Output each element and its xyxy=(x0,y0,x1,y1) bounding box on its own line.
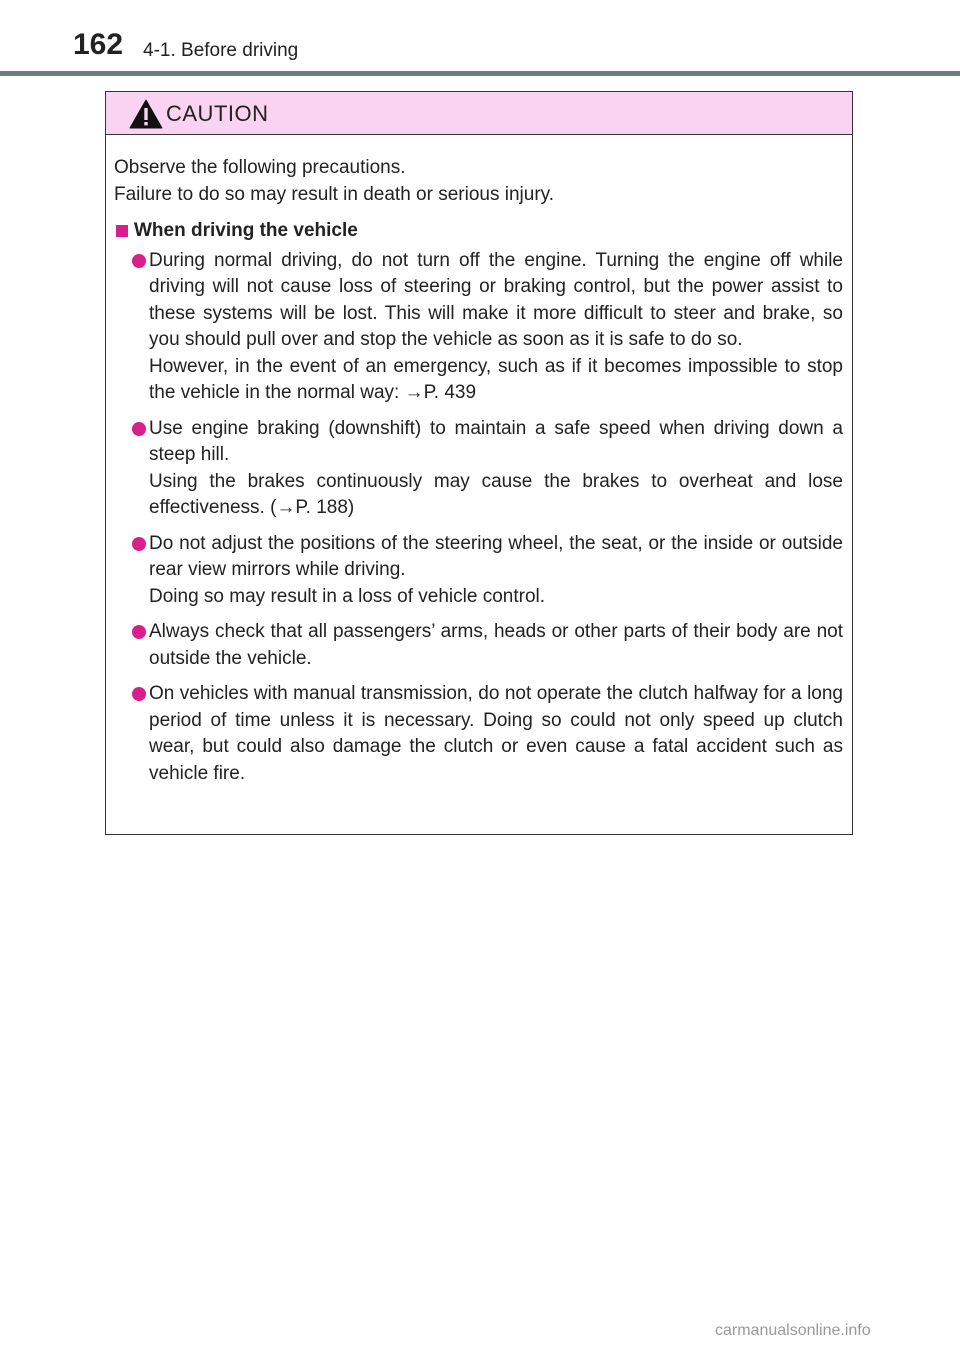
item-paragraph: Doing so may result in a loss of vehicle control. xyxy=(149,585,546,607)
caution-intro xyxy=(114,155,843,208)
caution-title: CAUTION xyxy=(166,101,269,126)
bullet-dot-icon xyxy=(132,687,146,701)
watermark[interactable]: carmanualsonline.info xyxy=(715,1322,871,1339)
item-paragraph: On vehicles with manual transmission, do not operate the clutch halfway for a long period of time unless it is necessary. Doing so could not only speed up clutch wear, but could also damage the clutch or even cause a fatal accident such as vehicle fire. xyxy=(149,683,843,784)
list-item xyxy=(114,248,843,407)
list-item xyxy=(114,619,843,672)
item-paragraph: Always check that all passengers’ arms, heads or other parts of their body are not outside the vehicle. xyxy=(149,621,843,669)
list-item xyxy=(114,531,843,611)
caution-body xyxy=(106,135,852,787)
item-paragraph: Use engine braking (downshift) to maintain a safe speed when driving down a steep hill. xyxy=(149,417,843,465)
subheading-text: When driving the vehicle xyxy=(134,220,358,241)
item-paragraph: Do not adjust the positions of the steering wheel, the seat, or the inside or outside rear view mirrors while driving. xyxy=(149,532,843,580)
caution-box xyxy=(105,91,853,835)
warning-triangle-icon xyxy=(129,99,163,129)
section-title: 4-1. Before driving xyxy=(143,40,299,61)
bullet-dot-icon xyxy=(132,254,146,268)
page-number: 162 xyxy=(73,28,124,61)
bullet-dot-icon xyxy=(132,625,146,639)
precaution-list xyxy=(114,248,843,788)
header-divider xyxy=(0,71,960,76)
intro-line: Failure to do so may result in death or serious injury. xyxy=(114,183,555,205)
item-paragraph: Using the brakes continuously may cause the brakes to overheat and lose effectiveness. (→P. 188) xyxy=(149,470,843,518)
square-bullet-icon xyxy=(116,225,128,237)
subheading xyxy=(114,218,843,245)
intro-line: Observe the following precautions. xyxy=(114,157,406,178)
bullet-dot-icon xyxy=(132,422,146,436)
list-item xyxy=(114,681,843,787)
item-paragraph: During normal driving, do not turn off the engine. Turning the engine off while driving will not cause loss of steering or braking control, but the power assist to these systems will be lost. This will make it more difficult to steer and brake, so you should pull over and stop the vehicle as soon as it is safe to do so. xyxy=(149,249,843,350)
list-item xyxy=(114,416,843,522)
bullet-dot-icon xyxy=(132,537,146,551)
page-header xyxy=(0,0,960,78)
item-paragraph: However, in the event of an emergency, such as if it becomes impossible to stop the vehicle in the normal way: →P. 439 xyxy=(149,355,843,403)
caution-header xyxy=(106,92,852,135)
